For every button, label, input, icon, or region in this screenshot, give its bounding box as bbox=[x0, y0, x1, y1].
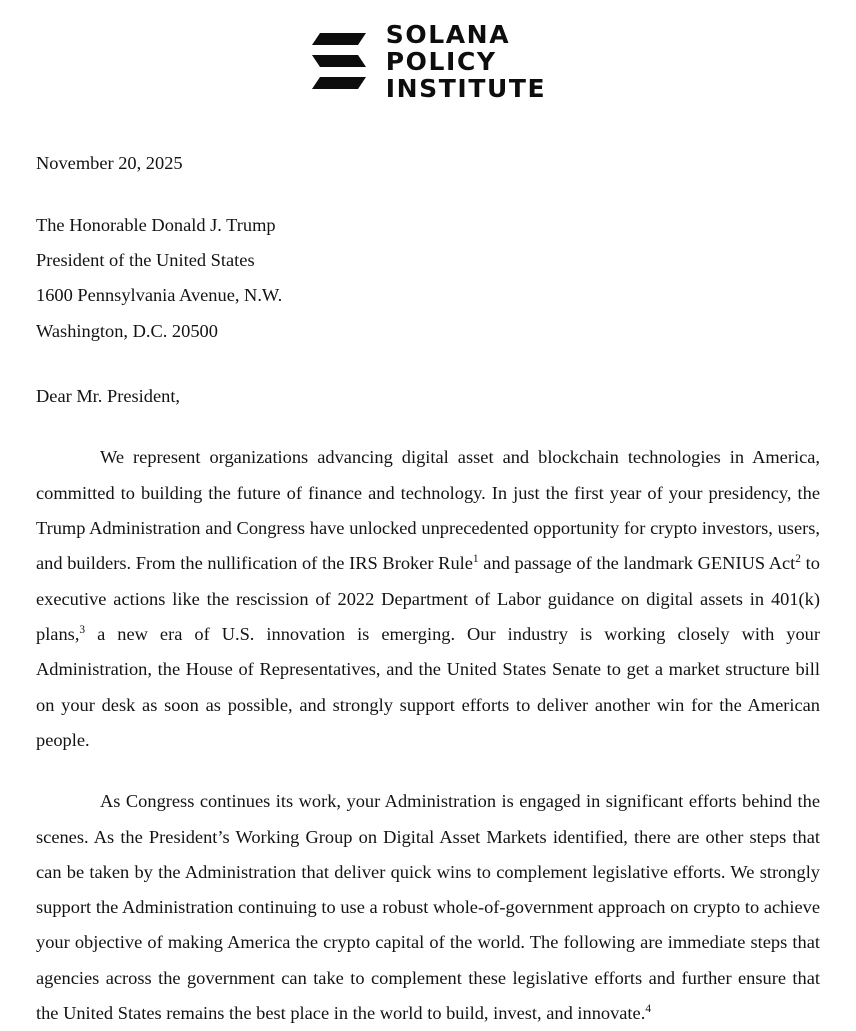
paragraph-2-text-a: As Congress continues its work, your Administration is engaged in significant efforts behind the scenes. As the President’s Working Group on Digital Asset Markets identified, there are other steps that can be taken by the Administration that deliver quick wins to complement legislative efforts. We strongly support the Administration continuing to use a robust whole-of-government approach on crypto to achieve your objective of making America the crypto capital of the world. The following are immediate steps that agencies across the government can take to complement these legislative efforts and further ensure that the United States remains the best place in the world to build, invest, and innovate. bbox=[36, 791, 820, 1024]
organization-name-line-2: POLICY bbox=[385, 46, 497, 76]
paragraph-1-text-a: We represent organizations advancing digital asset and blockchain technologies in America, committed to building the future of finance and technology. In just the first year of your presidency, the Trump Administration and Congress have unlocked unprecedented opportunity for crypto investors, users, and builders. From the nullification of the IRS Broker Rule bbox=[36, 447, 820, 574]
footnote-ref-4: 4 bbox=[645, 1003, 652, 1016]
footnote-ref-1: 1 bbox=[472, 553, 479, 566]
paragraph-1-text-b: and passage of the landmark GENIUS Act bbox=[478, 553, 796, 574]
footnote-ref-3: 3 bbox=[79, 623, 86, 636]
organization-name-line-3: INSTITUTE bbox=[385, 73, 547, 103]
organization-name bbox=[386, 22, 546, 102]
letter-body bbox=[36, 146, 820, 1031]
addressee-line-2: President of the United States bbox=[36, 249, 255, 270]
organization-name-line-1: SOLANA bbox=[385, 20, 511, 49]
letter-date: November 20, 2025 bbox=[36, 153, 183, 174]
salutation: Dear Mr. President, bbox=[36, 385, 181, 406]
paragraph-1-text-c: to executive actions like the rescission of 2022 Department of Labor guidance on digital assets in 401(k) plans, bbox=[36, 553, 820, 644]
addressee-line-3: 1600 Pennsylvania Avenue, N.W. bbox=[36, 285, 283, 306]
paragraph-1 bbox=[36, 440, 820, 758]
letterhead bbox=[36, 0, 820, 112]
addressee-line-1: The Honorable Donald J. Trump bbox=[36, 214, 276, 235]
addressee-line-4: Washington, D.C. 20500 bbox=[36, 320, 218, 341]
paragraph-1-text-d: a new era of U.S. innovation is emerging. Our industry is working closely with your Administration, the House of Representatives, and the United States Senate to get a market structure bill on your desk as soon as possible, and strongly support efforts to deliver another win for the American people. bbox=[36, 623, 820, 750]
footnote-ref-2: 2 bbox=[795, 553, 801, 566]
solana-logo-mark-icon bbox=[310, 31, 368, 93]
paragraph-2 bbox=[36, 784, 820, 1031]
addressee-block bbox=[36, 208, 820, 349]
